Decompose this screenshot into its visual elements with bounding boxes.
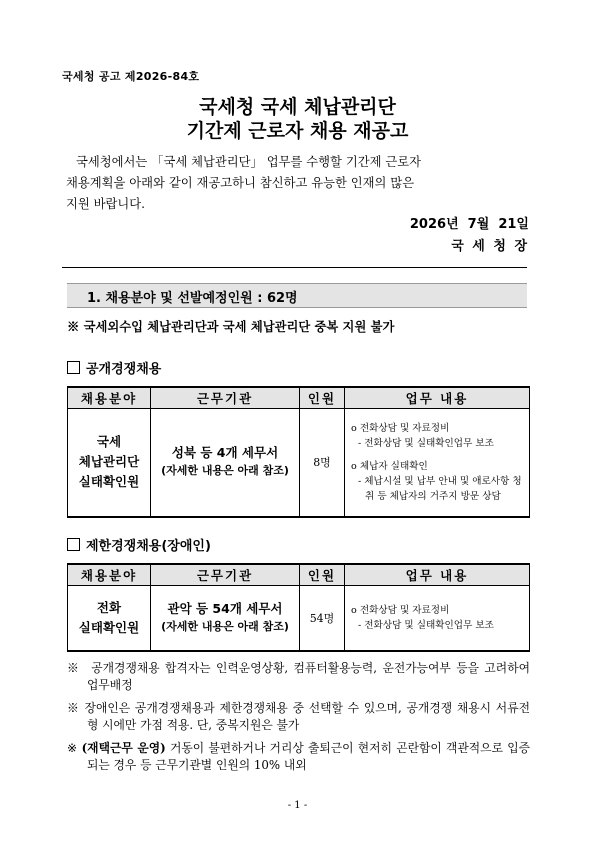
task-sub: - 전화상담 및 실태확인업무 보조: [358, 437, 494, 449]
footnote: [67, 740, 530, 774]
count-cell: 8명: [300, 409, 345, 517]
section-title: 1. 채용분야 및 선발예정인원 : 62명: [87, 291, 298, 306]
notice-number: 국세청 공고 제2026-84호: [62, 70, 200, 83]
intro-line: 지원 바랍니다.: [66, 197, 146, 211]
org-cell: [151, 409, 300, 517]
open-recruitment-table: [67, 386, 530, 518]
divider: [62, 267, 527, 268]
footnote-text: 거동이 불편하거나 거리상 출퇴근이 현저히 곤란함이 객관적으로 입증되는 경우 등 근무기관별 인원의 10% 내외: [87, 741, 530, 772]
document-title-line1: 국세청 국세 체납관리단: [199, 96, 396, 118]
field-line: 전화: [96, 599, 122, 615]
footnote-mark: ※: [67, 661, 81, 675]
col-header-org: 근무기관: [151, 564, 300, 586]
field-line: 실태확인원: [78, 474, 140, 490]
intro-line: 채용계획을 아래와 같이 재공고하니 참신하고 유능한 인재의 많은: [66, 176, 415, 190]
count-cell: 54명: [300, 586, 345, 651]
checkbox-square-icon: [67, 361, 80, 374]
footnote-text: 장애인은 공개경쟁채용과 제한경쟁채용 중 선택할 수 있으며, 공개경쟁 채용시 서류전형 시에만 가점 적용. 단, 중복지원은 불가: [84, 701, 530, 732]
org-note: (자세한 내용은 아래 참조): [161, 464, 289, 478]
org-note: (자세한 내용은 아래 참조): [161, 619, 289, 633]
checkbox-square-icon: [67, 538, 80, 551]
org-name: 관악 등 54개 세무서: [167, 600, 283, 616]
col-header-field: 채용분야: [68, 387, 151, 409]
col-header-count: 인원: [300, 387, 345, 409]
table-header-row: [68, 564, 530, 586]
table-row: [68, 409, 530, 517]
table-row: [68, 586, 530, 651]
notice-date: 2026년 7월 21일: [409, 217, 529, 232]
org-name: 성북 등 4개 세무서: [171, 445, 279, 461]
section-header-bar: [67, 283, 527, 308]
field-line: 국세: [96, 434, 122, 450]
footnote: [67, 700, 530, 734]
document-title-line2: 기간제 근로자 채용 재공고: [186, 120, 409, 142]
limited-recruitment-heading-text: 제한경쟁채용(장애인): [86, 539, 211, 554]
duplicate-application-note: ※ 국세외수입 체납관리단과 국세 체납관리단 중복 지원 불가: [67, 319, 395, 334]
intro-line: 국세청에서는 「국세 체납관리단」 업무를 수행할 기간제 근로자: [76, 155, 422, 169]
col-header-field: 채용분야: [68, 564, 151, 586]
intro-paragraph: [66, 152, 530, 215]
task-block: [351, 421, 525, 451]
limited-recruitment-table: [67, 563, 530, 652]
tasks-cell: [345, 409, 530, 517]
task-block: [351, 603, 525, 633]
footnote-bold: (재택근무 운영): [81, 741, 166, 755]
col-header-tasks: 업무 내용: [345, 387, 530, 409]
col-header-tasks: 업무 내용: [345, 564, 530, 586]
footnotes: [67, 660, 530, 780]
open-recruitment-heading-text: 공개경쟁채용: [86, 362, 162, 377]
col-header-count: 인원: [300, 564, 345, 586]
limited-recruitment-heading: [67, 535, 211, 554]
task-title: o 체납자 실태확인: [351, 460, 428, 472]
col-header-org: 근무기관: [151, 387, 300, 409]
table-header-row: [68, 387, 530, 409]
org-cell: [151, 586, 300, 651]
task-block: [351, 459, 525, 504]
open-recruitment-heading: [67, 358, 161, 377]
field-line: 실태확인원: [78, 619, 140, 635]
field-line: 체납관리단: [78, 454, 140, 470]
page-number: - 1 -: [287, 800, 308, 811]
footnote-mark: ※: [67, 701, 80, 715]
footnote: [67, 660, 530, 694]
task-sub: - 체납시설 및 납부 안내 및 애로사항 청취 등 체납자의 거주지 방문 상담: [358, 475, 522, 502]
footnote-text: 공개경쟁채용 합격자는 인력운영상황, 컴퓨터활용능력, 운전가능여부 등을 고려하여 업무배정: [87, 661, 530, 692]
tasks-cell: [345, 586, 530, 651]
task-title: o 전화상담 및 자료정비: [351, 422, 450, 434]
field-cell: [68, 409, 151, 517]
field-cell: [68, 586, 151, 651]
signer: 국 세 청 장: [451, 239, 529, 254]
task-sub: - 전화상담 및 실태확인업무 보조: [358, 619, 494, 631]
task-title: o 전화상담 및 자료정비: [351, 604, 450, 616]
footnote-mark: ※: [67, 741, 78, 755]
